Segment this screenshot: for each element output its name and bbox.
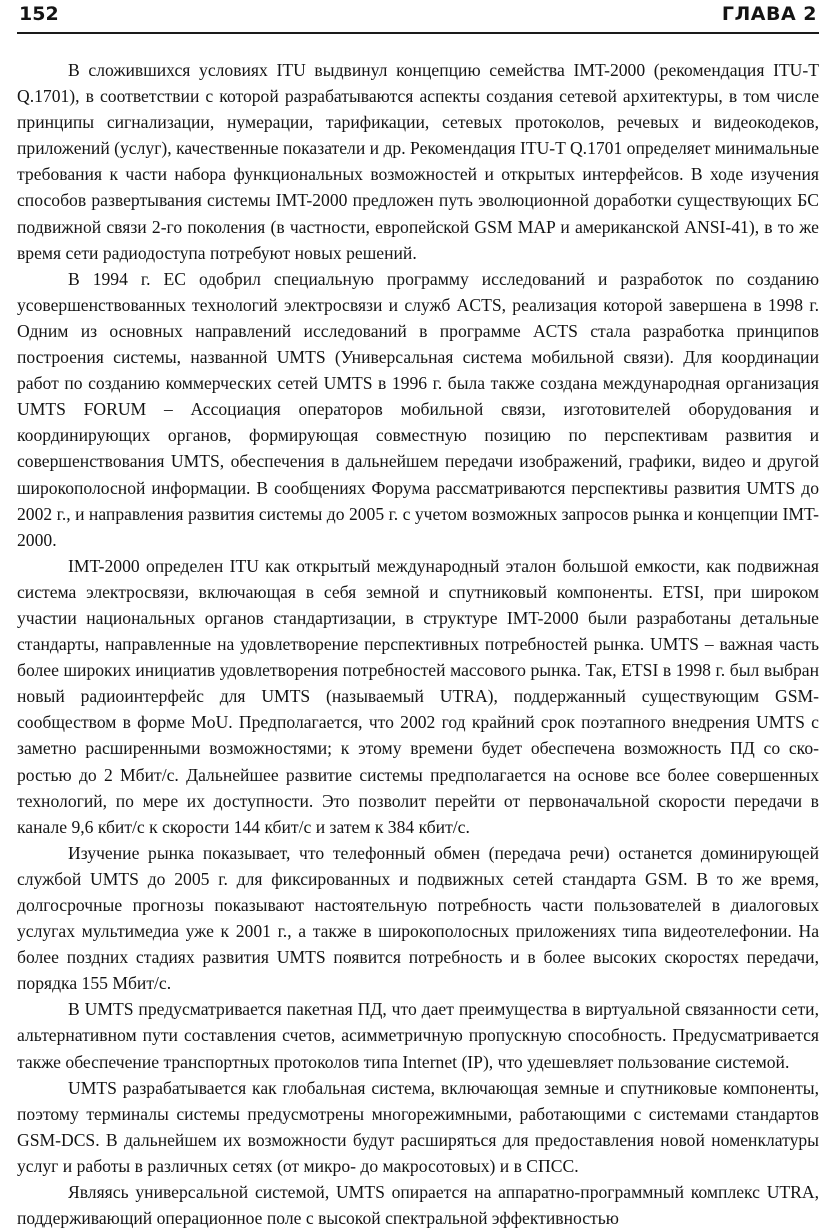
paragraph-imt2000-concept: В сложившихся условиях ITU выдвинул концепцию семейства IMT-2000 (рекомендация ITU-T Q.1701), в соответствии с которой разрабатываются аспекты создания сетевой архитектуры, в том числе принципы сигнализации, нумерации, тарификации, сетевых протоколов, речевых и видеокодеков, приложений (услуг), качественные показатели и др. Рекомендация ITU-T Q.1701 определяет минимальные требования к части набора функциональных возможностей и открытых интерфейсов. В ходе изучения способов развертывания системы IMT-2000 предложен путь эволюционной доработки существующих БС подвижной связи 2-го поколения (в частности, европейской GSM MAP и американской ANSI-41), в то же время сети радиодоступа потребуют новых решений. — [17, 60, 819, 263]
paragraph-acts-program: В 1994 г. ЕС одобрил специальную программу исследований и разработок по созданию усовершенствованных технологий электросвязи и служб ACTS, реализация которой завершена в 1998 г. Одним из основных направлений исследований в программе ACTS стала разработка принципов построения системы, названной UMTS (Универсальная система мобильной связи). Для координации работ по созданию коммерческих сетей UMTS в 1996 г. была также создана международная организация UMTS FORUM – Ассоциация операторов мобильной связи, изготовителей оборудования и координирующих органов, формирующая совместную позицию по перспективам развития и совершенствования UMTS, обеспечения в дальнейшем передачи изображений, графики, видео и другой широкополосной информации. В сообщениях Форума рассматриваются перспективы развития UMTS до 2002 г., и направления развития системы до 2005 г. с учетом возможных запросов рынка и концепции IMT-2000. — [17, 268, 819, 550]
paragraph-market-study: Изучение рынка показывает, что телефонный обмен (передача речи) останется доминирующей службой UMTS до 2005 г. для фиксированных и подвижных сетей стандарта GSM. В то же время, долгосрочные прогнозы показывают настоятельную потребность части пользователей в диалоговых услугах мультимедиа уже к 2001 г., а также в широкополосных приложениях типа видеотелефонии. На более поздних стадиях развития UMTS появится потребность и в более высоких скоростях передачи, порядка 155 Мбит/с. — [17, 842, 819, 994]
running-head — [17, 0, 819, 34]
paragraph-imt2000-standard: IMT-2000 определен ITU как открытый международный эталон большой емкости, как подвижная система электросвязи, включающая в себя земной и спутниковый компоненты. ETSI, при широком участии национальных органов стандартизации, в структуре IMT-2000 были разработаны детальные стандарты, направленные на удовлетворение перспективных потребностей рынка. UMTS – важная часть более широких инициатив удовлетворения потребностей массового рынка. Так, ETSI в 1998 г. был выбран новый радиоинтерфейс для UMTS (называемый UTRA), поддержанный существующим GSM-сообществом в форме MoU. Предполагается, что 2002 год крайний срок поэтапного внедрения UMTS с заметно расширенными возможностями; к этому времени будет обеспечена возможность ПД со скоростью до 2 Мбит/с. Дальнейшее развитие системы предполагается на основе все более совершенных технологий, по мере их доступности. Это позволит перейти от первоначальной скорости передачи в канале 9,6 кбит/с к скорости 144 кбит/с и затем к 384 кбит/с. — [17, 555, 819, 837]
paragraph-global-system: UMTS разрабатывается как глобальная система, включающая земные и спутниковые компоненты, поэтому терминалы системы предусмотрены многорежимными, работающими с системами стандартов GSM-DCS. В дальнейшем их возможности будут расширяться для предоставления новой номенклатуры услуг и работы в различных сетях (от микро- до макросотовых) и в СПСС. — [17, 1077, 819, 1176]
paragraph-utra-complex: Являясь универсальной системой, UMTS опирается на аппаратно-программный комплекс UTRA, поддерживающий операционное поле с высокой спектральной эффективностью — [17, 1182, 819, 1229]
chapter-label: ГЛАВА 2 — [721, 3, 817, 25]
body-text — [17, 57, 819, 1231]
paragraph-packet-data: В UMTS предусматривается пакетная ПД, что дает преимущества в виртуальной связанности сети, альтернативном пути составления счетов, асимметричную пропускную способность. Предусматривается также обеспечение транспортных протоколов типа Internet (IP), что удешевляет пользование системой. — [17, 999, 819, 1072]
page-number: 152 — [19, 3, 59, 25]
